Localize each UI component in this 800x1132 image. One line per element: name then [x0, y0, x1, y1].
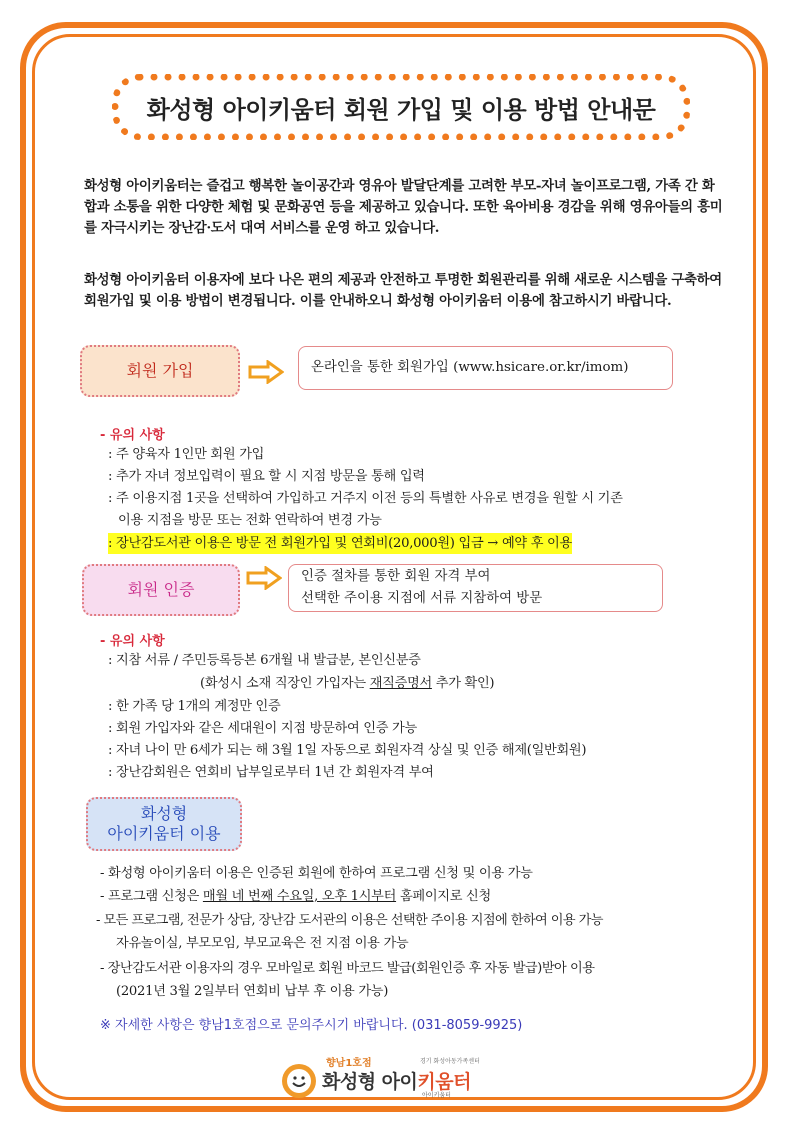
verify-note-heading: - 유의 사항	[100, 634, 165, 649]
verify-doc-sub-post: 추가 확인)	[431, 676, 495, 691]
join-note-2: : 추가 자녀 정보입력이 필요 할 시 지점 방문을 통해 입력	[108, 469, 425, 484]
use-line-2-pre: - 프로그램 신청은	[100, 889, 203, 904]
join-info-text: 온라인을 통한 회원가입 (www.hsicare.or.kr/imom)	[311, 360, 629, 375]
verify-info-1: 인증 절차를 통한 회원 자격 부여	[301, 569, 491, 584]
use-line-1: - 화성형 아이키움터 이용은 인증된 회원에 한하여 프로그램 신청 및 이용 가능	[100, 866, 533, 881]
verify-doc-line: : 지참 서류 / 주민등록등본 6개월 내 발급분, 본인신분증	[108, 653, 421, 668]
use-line-3: - 모든 프로그램, 전문가 상담, 장난감 도서관의 이용은 선택한 주이용 지점에 한하여 이용 가능	[96, 913, 603, 928]
title-banner	[112, 74, 690, 140]
logo-main-b: 키움터	[417, 1071, 471, 1093]
use-line-2-post: 홈페이지로 신청	[396, 889, 491, 904]
aikiumter-logo	[282, 1054, 522, 1100]
use-line-4: 자유놀이실, 부모모임, 부모교육은 전 지점 이용 가능	[116, 936, 409, 951]
intro-paragraph-1: 화성형 아이키움터는 즐겁고 행복한 놀이공간과 영유아 발달단계를 고려한 부모-자녀 놀이프로그램, 가족 간 화합과 소통을 위한 다양한 체험 및 문화공연 등을 제공하고 있습니다. 또한 육아비용 경감을 위해 영유아들의 흥미를 자극시키는 장난감·도서 대여 서비스를 운영 하고 있습니다.	[84, 178, 723, 236]
verify-doc-sub-underlined: 재직증명서	[369, 676, 432, 691]
use-line-5: - 장난감도서관 이용자의 경우 모바일로 회원 바코드 발급(회원인증 후 자동 발급)받아 이용	[100, 961, 595, 976]
join-note-heading: - 유의 사항	[100, 428, 165, 443]
verify-note-2: : 회원 가입자와 같은 세대원이 지점 방문하여 인증 가능	[108, 721, 417, 736]
use-line-2-underlined: 매월 네 번째 수요일, 오후 1시부터	[202, 889, 397, 904]
join-label: 회원 가입	[126, 361, 194, 380]
contact-info: ※ 자세한 사항은 향남1호점으로 문의주시기 바랍니다. (031-8059-9925)	[100, 1018, 523, 1033]
arrow-right-icon	[246, 566, 282, 590]
verify-doc-sub-pre: (화성시 소재 직장인 가입자는	[200, 676, 370, 691]
intro-paragraph-2: 화성형 아이키움터 이용자에 보다 나은 편의 제공과 안전하고 투명한 회원관리를 위해 새로운 시스템을 구축하여 회원가입 및 이용 방법이 변경됩니다. 이를 안내하오니 화성형 아이키움터 이용에 참고하시기 바랍니다.	[84, 272, 722, 309]
join-label-box	[80, 345, 240, 397]
use-label-line-1: 화성형	[140, 804, 188, 823]
join-note-3: : 주 이용지점 1곳을 선택하여 가입하고 거주지 이전 등의 특별한 사유로 변경을 원할 시 기존	[108, 491, 623, 506]
verify-info-box	[288, 564, 663, 612]
verify-info-2: 선택한 주이용 지점에 서류 지참하여 방문	[301, 591, 543, 606]
logo-org-name: 경기 화성아동가족센터	[420, 1058, 480, 1065]
use-line-2	[100, 886, 491, 907]
verify-label-box	[82, 564, 240, 616]
verify-note-1: : 한 가족 당 1개의 계정만 인증	[108, 699, 281, 714]
verify-note-4: : 장난감회원은 연회비 납부일로부터 1년 간 회원자격 부여	[108, 765, 434, 780]
arrow-right-icon	[248, 360, 284, 384]
logo-sub-text: 아이키움터	[422, 1092, 451, 1099]
page-title: 화성형 아이키움터 회원 가입 및 이용 방법 안내문	[146, 95, 656, 124]
logo-branch-name: 향남1호점	[326, 1058, 372, 1069]
join-note-1: : 주 양육자 1인만 회원 가입	[108, 447, 265, 462]
join-info-box	[298, 346, 673, 390]
use-label-box	[86, 797, 242, 851]
smiley-face-icon	[282, 1064, 316, 1098]
logo-main-a: 화성형 아이	[322, 1071, 418, 1093]
join-highlight-note: : 장난감도서관 이용은 방문 전 회원가입 및 연회비(20,000원) 입금 → 예약 후 이용	[108, 533, 572, 554]
join-note-4: 이용 지점을 방문 또는 전화 연락하여 변경 가능	[118, 513, 382, 528]
verify-label: 회원 인증	[127, 580, 195, 599]
verify-doc-sub	[200, 673, 494, 694]
use-label-line-2: 아이키움터 이용	[107, 824, 221, 843]
verify-note-3: : 자녀 나이 만 6세가 되는 해 3월 1일 자동으로 회원자격 상실 및 인증 해제(일반회원)	[108, 743, 587, 758]
use-line-6: (2021년 3월 2일부터 연회비 납부 후 이용 가능)	[116, 984, 389, 999]
